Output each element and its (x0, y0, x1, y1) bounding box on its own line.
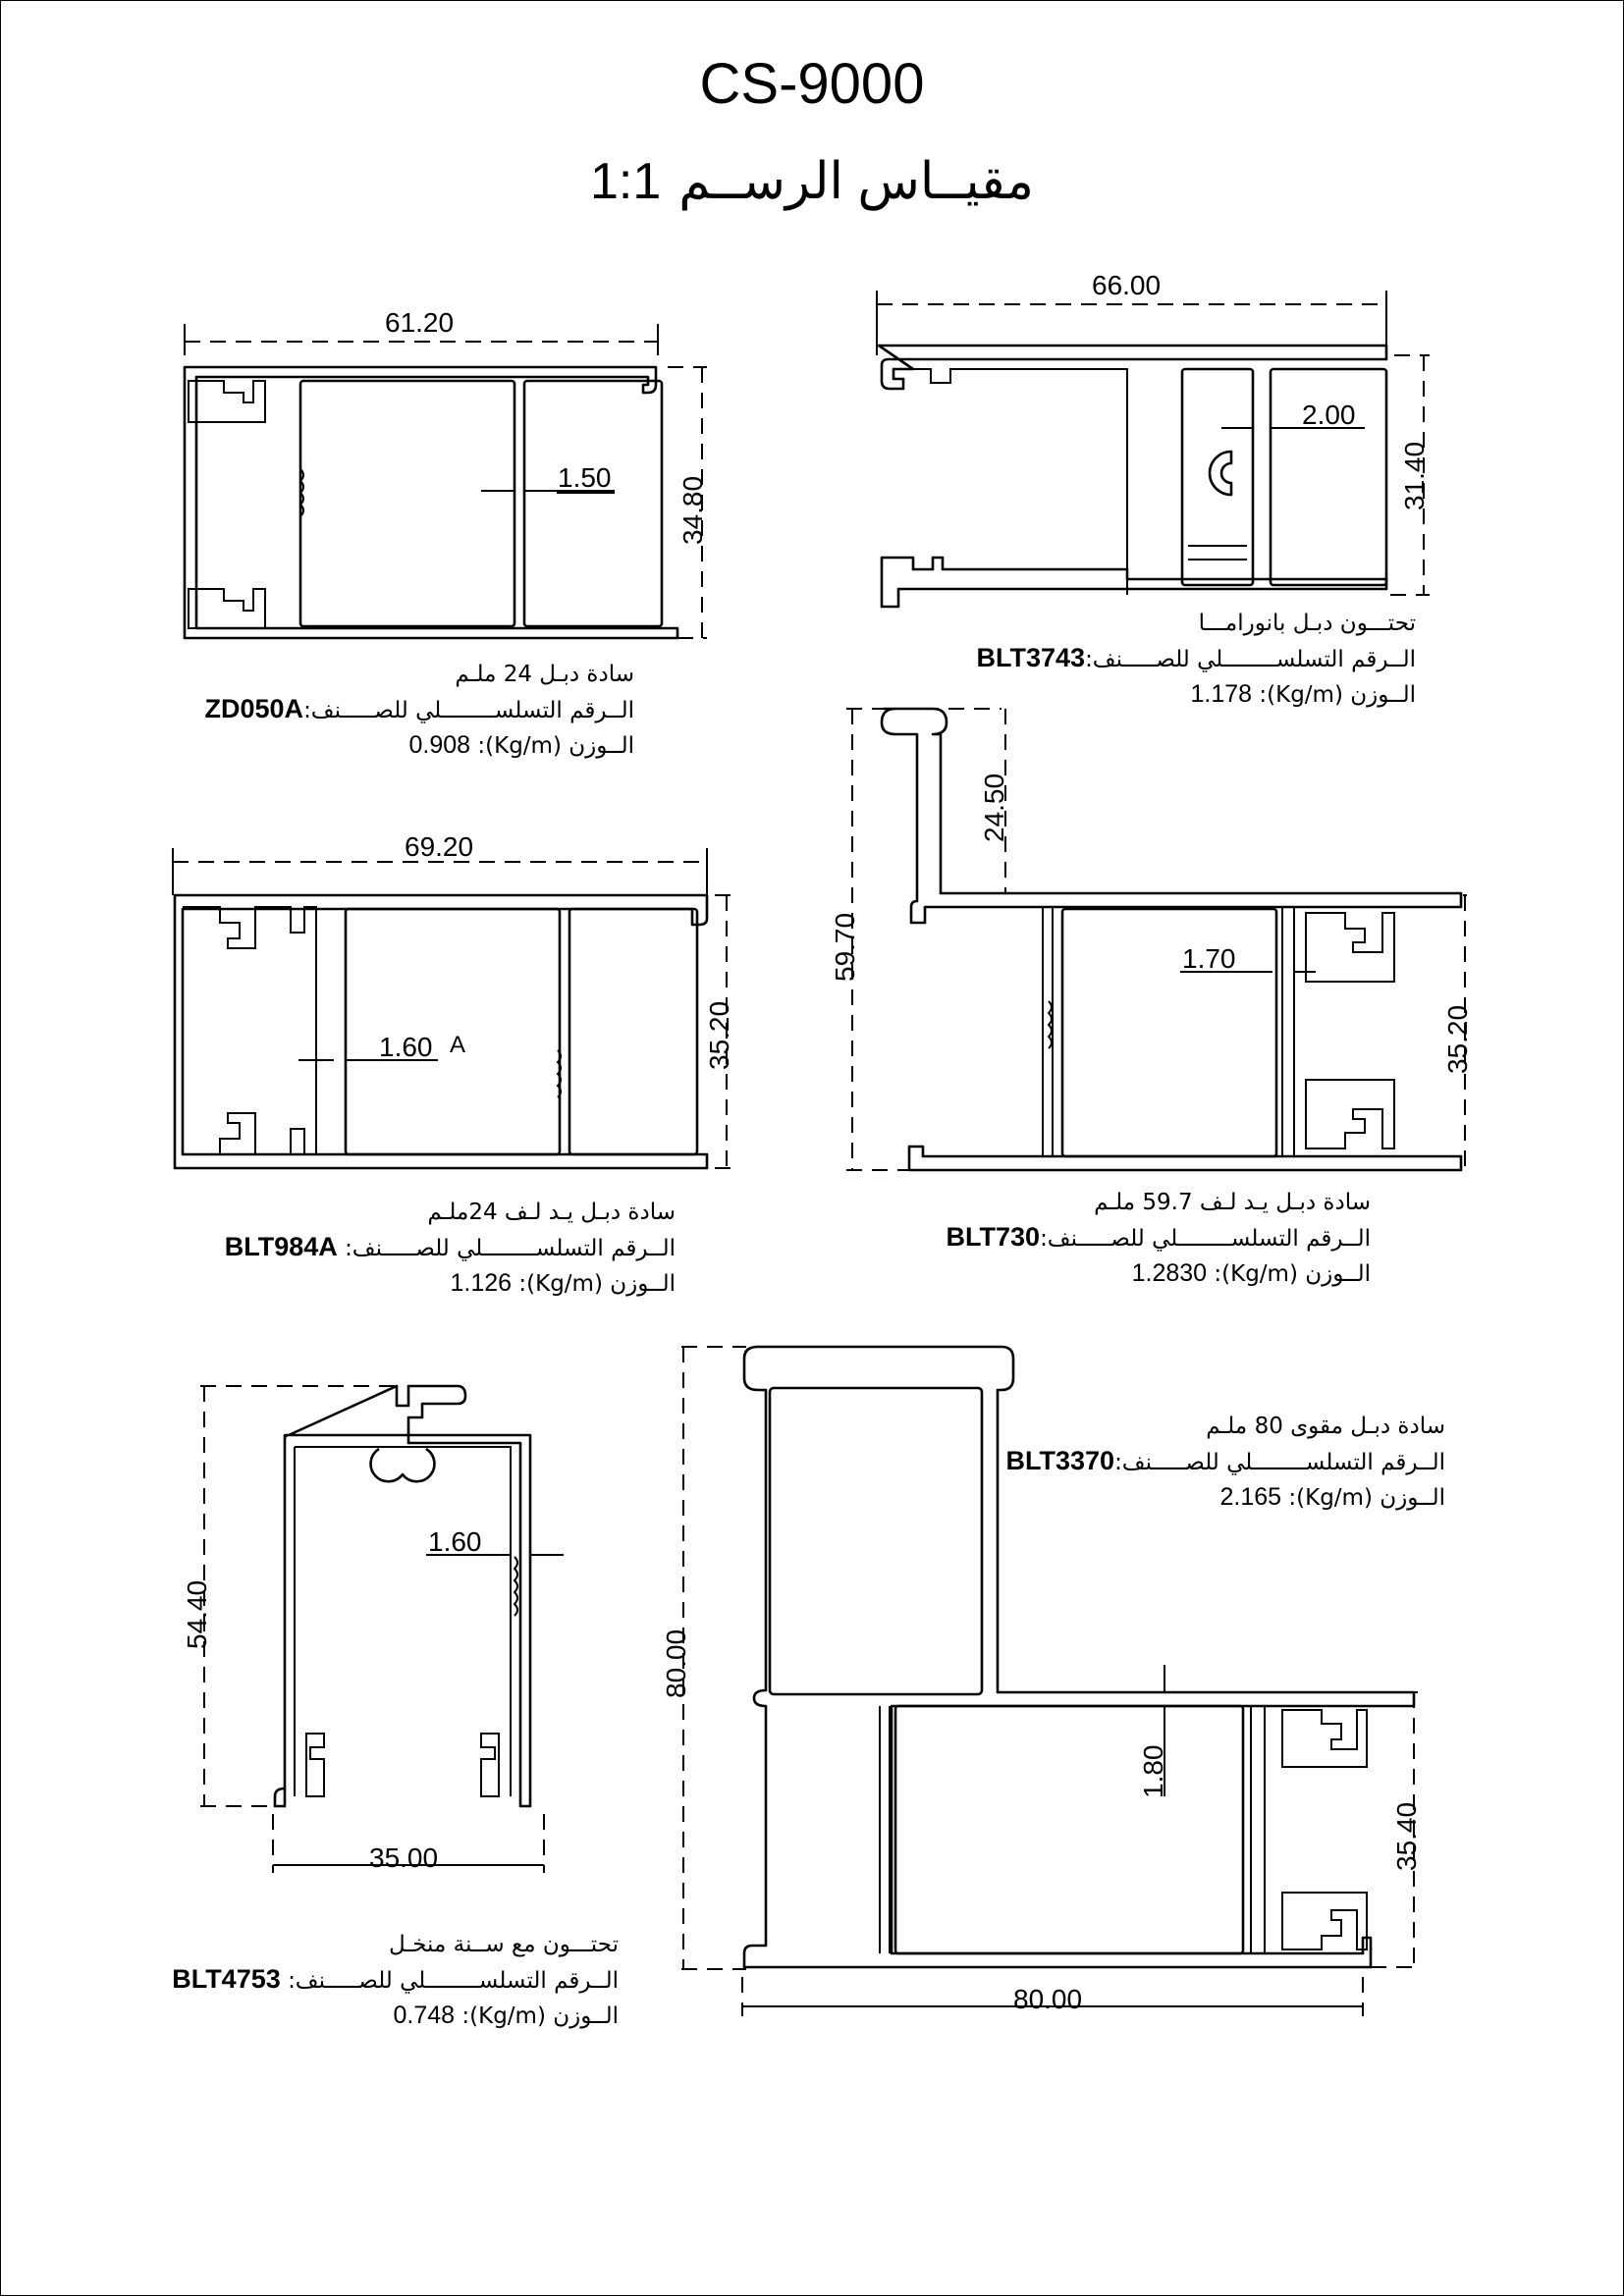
profile-blt984a-drawing (173, 848, 731, 1168)
profile-blt4753-label (172, 1928, 619, 2034)
profile-blt4753-height: 54.40 (182, 1579, 212, 1649)
profile-blt3370-lower-height: 35.40 (1391, 1801, 1422, 1871)
profile-name: تحتـــون دبـل بانورامـــا (1198, 611, 1416, 636)
profile-blt984a-width: 69.20 (405, 831, 474, 862)
profile-code: BLT4753 (172, 1964, 281, 1994)
profile-blt3743-width: 66.00 (1092, 270, 1162, 300)
profile-weight: 1.178 (1190, 680, 1253, 708)
profile-blt3370-height: 80.00 (661, 1629, 691, 1698)
profile-weight: 1.2830 (1131, 1259, 1208, 1287)
profile-blt730-drawing (846, 709, 1467, 1170)
serial-label: الــرقم التسلســــــــلي للصـــــنف: (1085, 647, 1416, 672)
serial-label: الــرقم التسلســــــــلي للصـــــنف: (1114, 1450, 1445, 1475)
weight-label: الــوزن (Kg/m): (1259, 682, 1416, 708)
profile-name: سادة دبـل يـد لـف 24ملـم (427, 1200, 676, 1225)
profile-blt4753-wall: 1.60 (428, 1526, 482, 1557)
serial-label: الــرقم التسلســــــــلي للصـــــنف: (288, 1968, 619, 1994)
profile-blt730-label (947, 1186, 1371, 1292)
profile-zd050a-label (205, 658, 634, 764)
scale-value: 1:1 (589, 153, 662, 210)
profile-blt730-stem: 24.50 (979, 773, 1009, 842)
profile-blt3743-wall: 2.00 (1302, 400, 1356, 430)
profile-blt984a-label (225, 1196, 676, 1302)
profile-blt3370-width: 80.00 (1013, 1984, 1083, 2014)
profile-blt3743-height: 31.40 (1399, 441, 1430, 510)
profile-zd050a-width: 61.20 (385, 307, 455, 338)
profile-blt730-height: 35.20 (1442, 1004, 1473, 1074)
profile-blt3743-label (977, 607, 1416, 713)
profile-name: تحتـــون مع ســنة منخـل (389, 1932, 619, 1957)
profile-weight: 0.908 (408, 731, 471, 759)
profile-code: ZD050A (204, 694, 304, 723)
profile-weight: 0.748 (393, 2002, 456, 2029)
profile-name: سادة دبـل 24 ملـم (455, 662, 634, 687)
profile-zd050a-height: 34.80 (677, 475, 708, 545)
profile-blt984a-wall: 1.60 (379, 1032, 433, 1062)
weight-label: الــوزن (Kg/m): (1214, 1261, 1371, 1287)
profile-name: سادة دبـل مقوى 80 ملـم (1206, 1414, 1445, 1439)
scale-label: مقيــاس الرســم (678, 153, 1034, 210)
weight-label: الــوزن (Kg/m): (461, 2003, 619, 2029)
profile-weight: 2.165 (1219, 1483, 1282, 1511)
profile-code: BLT3370 (1005, 1446, 1115, 1475)
profile-code: BLT984A (224, 1232, 338, 1261)
profile-zd050a-wall: 1.50 (558, 462, 612, 493)
profile-blt4753-width: 35.00 (369, 1842, 439, 1873)
serial-label: الــرقم التسلســــــــلي للصـــــنف: (345, 1236, 676, 1261)
weight-label: الــوزن (Kg/m): (477, 733, 634, 759)
profile-code: BLT730 (946, 1222, 1041, 1252)
profile-blt3370-label (1006, 1410, 1445, 1516)
profile-zd050a-drawing (185, 324, 707, 638)
weight-label: الــوزن (Kg/m): (518, 1271, 676, 1297)
serial-label: الــرقم التسلســــــــلي للصـــــنف: (303, 698, 634, 723)
page-title: CS-9000 (699, 52, 925, 116)
profile-blt4753-drawing (200, 1386, 564, 1873)
profile-blt730-wall: 1.70 (1182, 943, 1236, 974)
profile-code: BLT3743 (976, 643, 1086, 672)
profile-blt3743-drawing (877, 291, 1430, 607)
profile-blt984a-height: 35.20 (704, 1000, 734, 1070)
profile-blt3370-wall: 1.80 (1138, 1744, 1168, 1798)
serial-label: الــرقم التسلســــــــلي للصـــــنف: (1040, 1226, 1371, 1252)
profile-blt984a-mark: A (450, 1032, 466, 1058)
weight-label: الــوزن (Kg/m): (1288, 1485, 1445, 1511)
profile-weight: 1.126 (450, 1269, 513, 1297)
profile-name: سادة دبـل يـد لـف 59.7 ملـم (1094, 1190, 1371, 1215)
profile-blt730-total-height: 59.70 (830, 912, 860, 982)
